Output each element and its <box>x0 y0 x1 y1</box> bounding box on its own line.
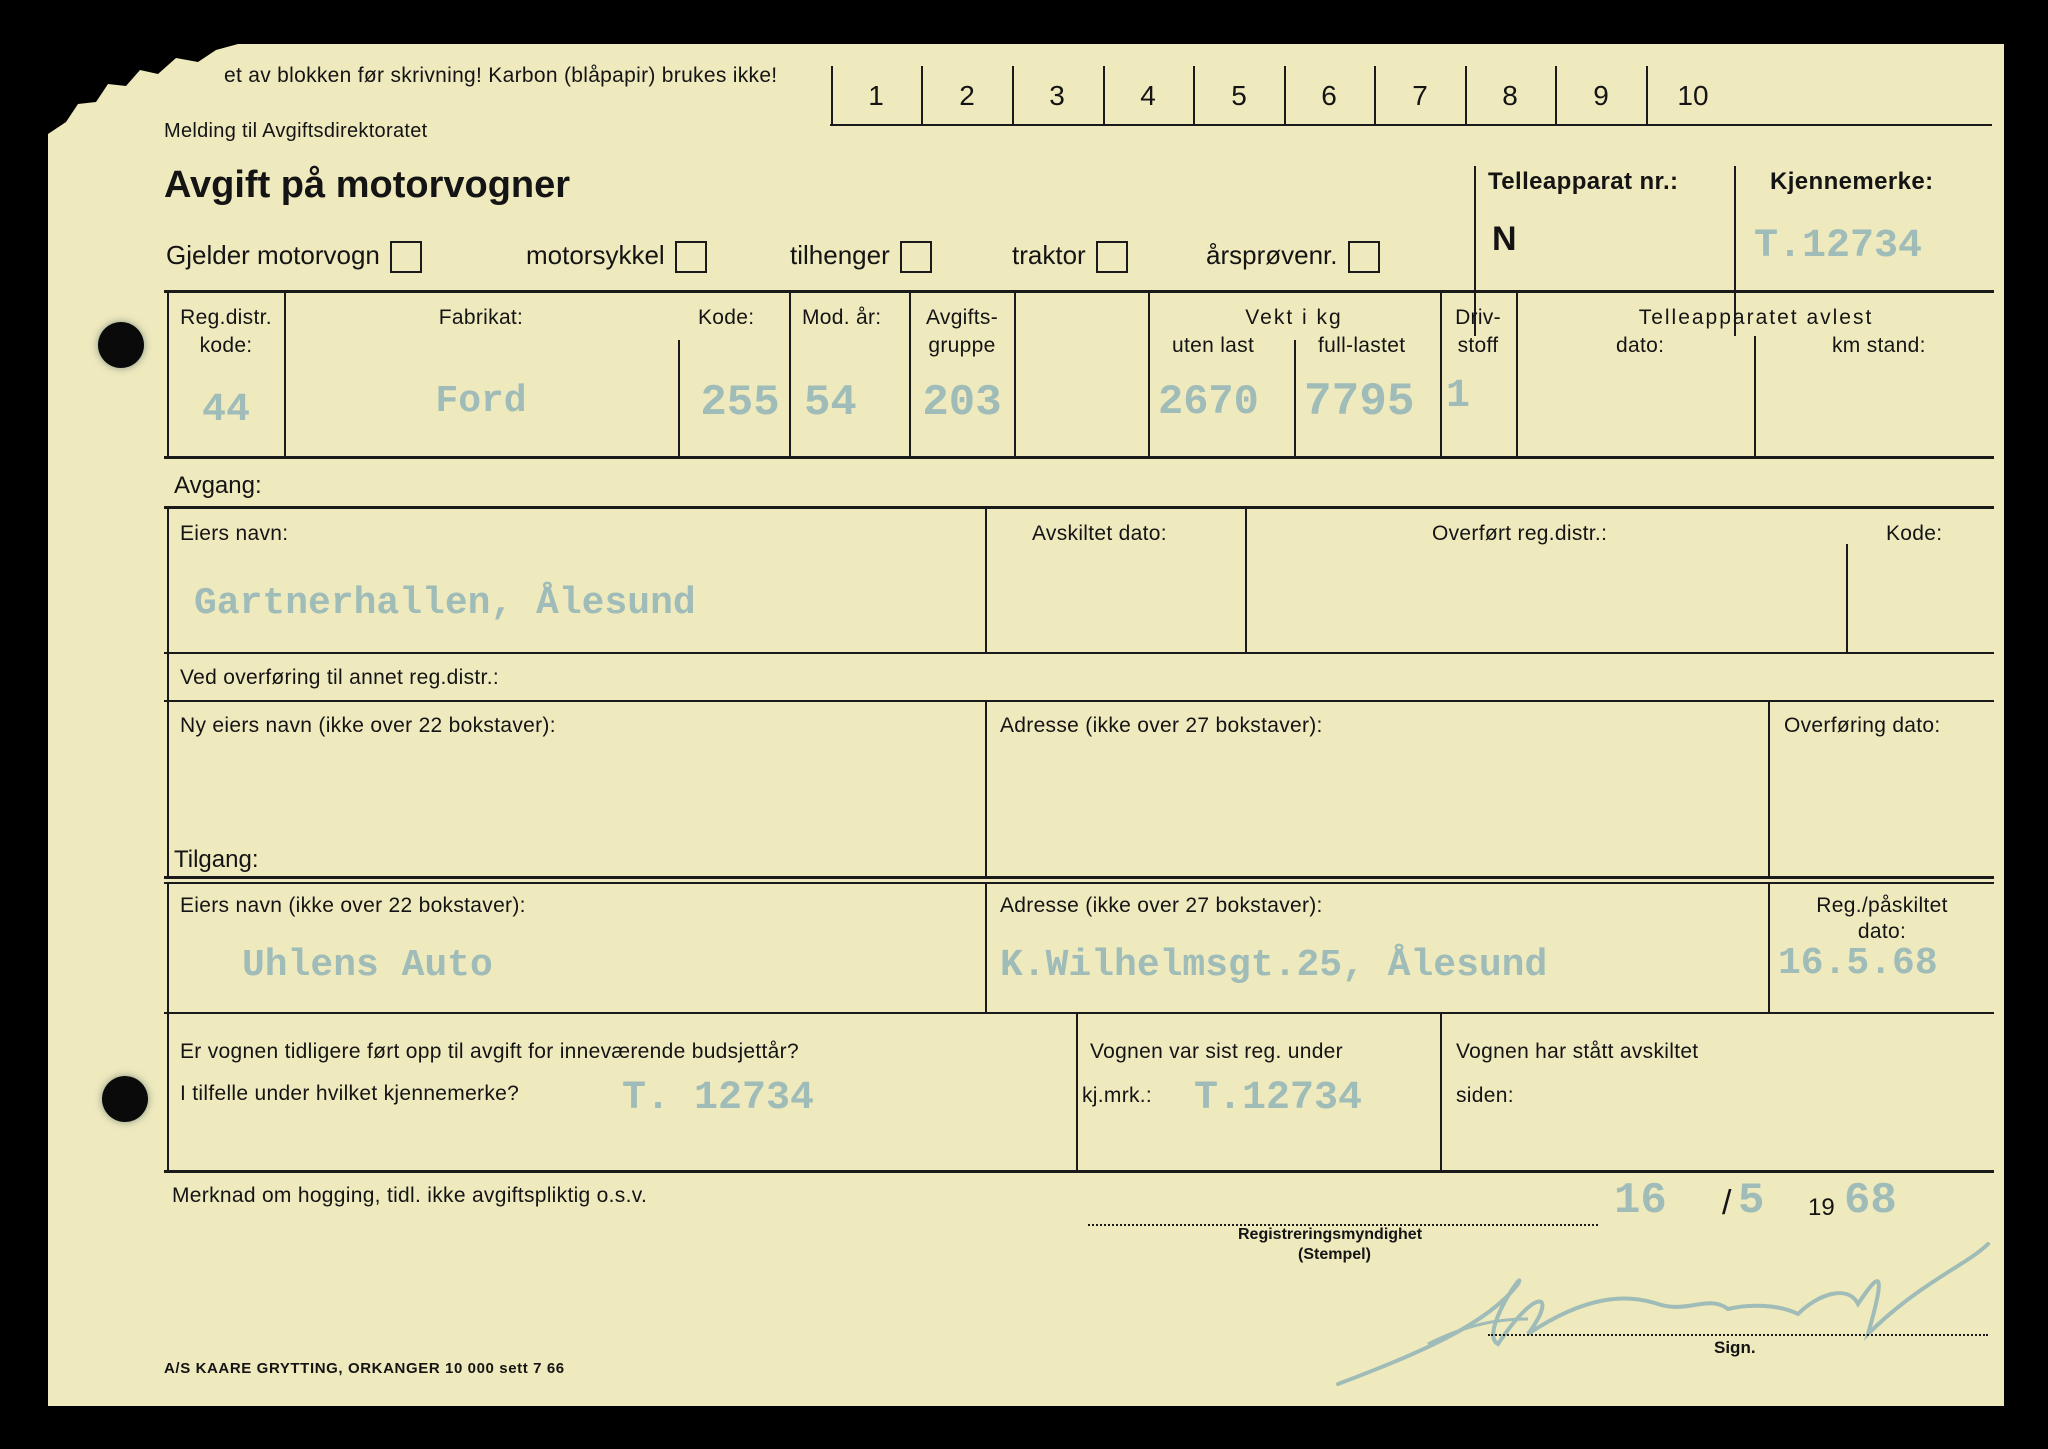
number-box-7: 7 <box>1412 80 1428 111</box>
avgang-bottom-line <box>164 876 1994 879</box>
sign-label: Sign. <box>1714 1338 1756 1357</box>
plate-label: Kjennemerke: <box>1770 168 1934 195</box>
paskiltet-label: Reg./påskiltet <box>1816 894 1948 917</box>
uten-last-value: 2670 <box>1158 378 1259 426</box>
number-box-3: 3 <box>1049 80 1065 111</box>
number-box-4: 4 <box>1140 80 1156 111</box>
mod-ar-value: 54 <box>804 378 857 428</box>
overforing-dato-label: Overføring dato: <box>1784 714 1941 737</box>
tilgang-mid-line <box>164 1012 1994 1014</box>
avlest-dato-label: dato: <box>1616 334 1665 357</box>
fabrikat-label: Fabrikat: <box>438 306 524 329</box>
fabrikat-value: Ford <box>435 380 527 423</box>
tax-form-card <box>48 44 2004 1406</box>
date-century: 19 <box>1808 1194 1835 1221</box>
avskiltet-siden-label: Vognen har stått avskiltet <box>1456 1040 1699 1063</box>
paskiltet-value: 16.5.68 <box>1778 942 1938 985</box>
merknad-label: Merknad om hogging, tidl. ikke avgiftspliktig o.s.v. <box>172 1184 648 1207</box>
vehicle-type-tilhenger <box>790 240 932 273</box>
registrering-label: Registreringsmyndighet <box>1238 1226 1423 1243</box>
traktor-label: traktor <box>1012 240 1086 270</box>
tilgang-heading: Tilgang: <box>174 846 259 873</box>
tilgang-eier-value: Uhlens Auto <box>242 944 493 987</box>
reg-distr-value: 44 <box>201 388 250 433</box>
kode-label: Kode: <box>698 306 755 329</box>
number-box-6: 6 <box>1321 80 1337 111</box>
avgang-eier-value: Gartnerhallen, Ålesund <box>194 582 696 625</box>
number-box-9: 9 <box>1593 80 1609 111</box>
kjmrk-value: T.12734 <box>1194 1076 1363 1121</box>
motorvogn-label: Gjelder motorvogn <box>166 240 380 270</box>
driv-value: 1 <box>1446 374 1471 419</box>
sist-reg-label: Vognen var sist reg. under <box>1090 1040 1343 1063</box>
ny-eier-label: Ny eiers navn (ikke over 22 bokstaver): <box>180 714 556 737</box>
vehicle-type-arsprovenr <box>1206 240 1380 273</box>
meter-value: N <box>1492 220 1517 258</box>
stempel-label: (Stempel) <box>1298 1246 1371 1263</box>
km-stand-label: km stand: <box>1832 334 1926 357</box>
full-lastet-value: 7795 <box>1304 376 1415 428</box>
plate-value: T.12734 <box>1754 224 1923 269</box>
tilgang-adresse-value: K.Wilhelmsgt.25, Ålesund <box>1000 944 1548 987</box>
recipient-text: Melding til Avgiftsdirektoratet <box>164 120 428 142</box>
motorsykkel-checkbox[interactable] <box>675 241 707 273</box>
date-year: 68 <box>1844 1176 1897 1226</box>
punch-hole-bottom <box>102 1076 148 1122</box>
tilhenger-checkbox[interactable] <box>900 241 932 273</box>
instruction-text: et av blokken før skrivning! Karbon (blåpapir) brukes ikke! <box>224 64 778 87</box>
date-day: 16 <box>1614 1176 1667 1226</box>
tilgang-adresse-label: Adresse (ikke over 27 bokstaver): <box>1000 894 1323 917</box>
full-lastet-label: full-lastet <box>1318 334 1406 357</box>
arsprovenr-checkbox[interactable] <box>1348 241 1380 273</box>
number-box-10: 10 <box>1677 80 1709 111</box>
vekt-label: Vekt i kg <box>1245 306 1343 329</box>
motorvogn-checkbox[interactable] <box>390 241 422 273</box>
vehicle-type-motorvogn <box>166 240 422 273</box>
overforing-line <box>164 700 1994 702</box>
avgang-heading: Avgang: <box>174 472 262 499</box>
arsprovenr-label: årsprøvenr. <box>1206 240 1338 270</box>
vehicle-type-motorsykkel <box>526 240 707 273</box>
avlest-label: Telleapparatet avlest <box>1638 306 1874 329</box>
avskiltet-dato-label: Avskiltet dato: <box>1032 522 1167 545</box>
tilgang-eier-label: Eiers navn (ikke over 22 bokstaver): <box>180 894 526 917</box>
avgang-top-line <box>164 506 1994 509</box>
uten-last-label: uten last <box>1172 334 1255 357</box>
meter-label: Telleapparat nr.: <box>1488 168 1679 195</box>
avgang-kode-label: Kode: <box>1886 522 1943 545</box>
number-boxes-baseline <box>830 124 1992 126</box>
motorsykkel-label: motorsykkel <box>526 240 665 270</box>
avgang-mid-line <box>164 652 1994 654</box>
ved-overforing-label: Ved overføring til annet reg.distr.: <box>180 666 499 689</box>
punch-hole-top <box>98 322 144 368</box>
ny-adresse-label: Adresse (ikke over 27 bokstaver): <box>1000 714 1323 737</box>
overfort-reg-label: Overført reg.distr.: <box>1432 522 1608 545</box>
kjennemerke-question: I tilfelle under hvilket kjennemerke? <box>180 1082 520 1105</box>
reg-distr-label-2: kode: <box>199 334 253 357</box>
avgifts-label-2: gruppe <box>928 334 996 357</box>
kjennemerke-answer: T. 12734 <box>622 1076 815 1121</box>
tilgang-bottom-line <box>164 1170 1994 1173</box>
driv-label: Driv- <box>1455 306 1501 329</box>
budsjett-question: Er vognen tidligere ført opp til avgift for inneværende budsjettår? <box>180 1040 799 1063</box>
page-title: Avgift på motorvogner <box>164 164 571 206</box>
vehicle-table-bottom <box>164 456 1994 459</box>
paskiltet-label-2: dato: <box>1857 920 1907 943</box>
kode-value: 255 <box>700 378 780 428</box>
number-box-1: 1 <box>868 80 884 111</box>
vehicle-type-traktor <box>1012 240 1128 273</box>
printer-imprint: A/S KAARE GRYTTING, ORKANGER 10 000 sett 7 66 <box>164 1360 565 1377</box>
date-month: 5 <box>1738 1176 1765 1226</box>
driv-label-2: stoff <box>1457 334 1499 357</box>
avgifts-value: 203 <box>922 378 1002 428</box>
vehicle-table-top <box>164 290 1994 293</box>
tilhenger-label: tilhenger <box>790 240 890 270</box>
signature <box>1328 1224 2004 1404</box>
number-box-8: 8 <box>1502 80 1518 111</box>
avgifts-label: Avgifts- <box>925 306 999 329</box>
mod-ar-label: Mod. år: <box>802 306 882 329</box>
date-slash: / <box>1722 1184 1732 1222</box>
siden-label: siden: <box>1456 1084 1514 1107</box>
number-box-2: 2 <box>959 80 975 111</box>
tilgang-top-line <box>164 882 1994 884</box>
avgang-eier-label: Eiers navn: <box>180 522 289 545</box>
kjmrk-label: kj.mrk.: <box>1082 1084 1153 1107</box>
traktor-checkbox[interactable] <box>1096 241 1128 273</box>
reg-distr-label: Reg.distr. <box>180 306 272 329</box>
number-box-5: 5 <box>1231 80 1247 111</box>
sign-dotted-line <box>1488 1334 1988 1336</box>
